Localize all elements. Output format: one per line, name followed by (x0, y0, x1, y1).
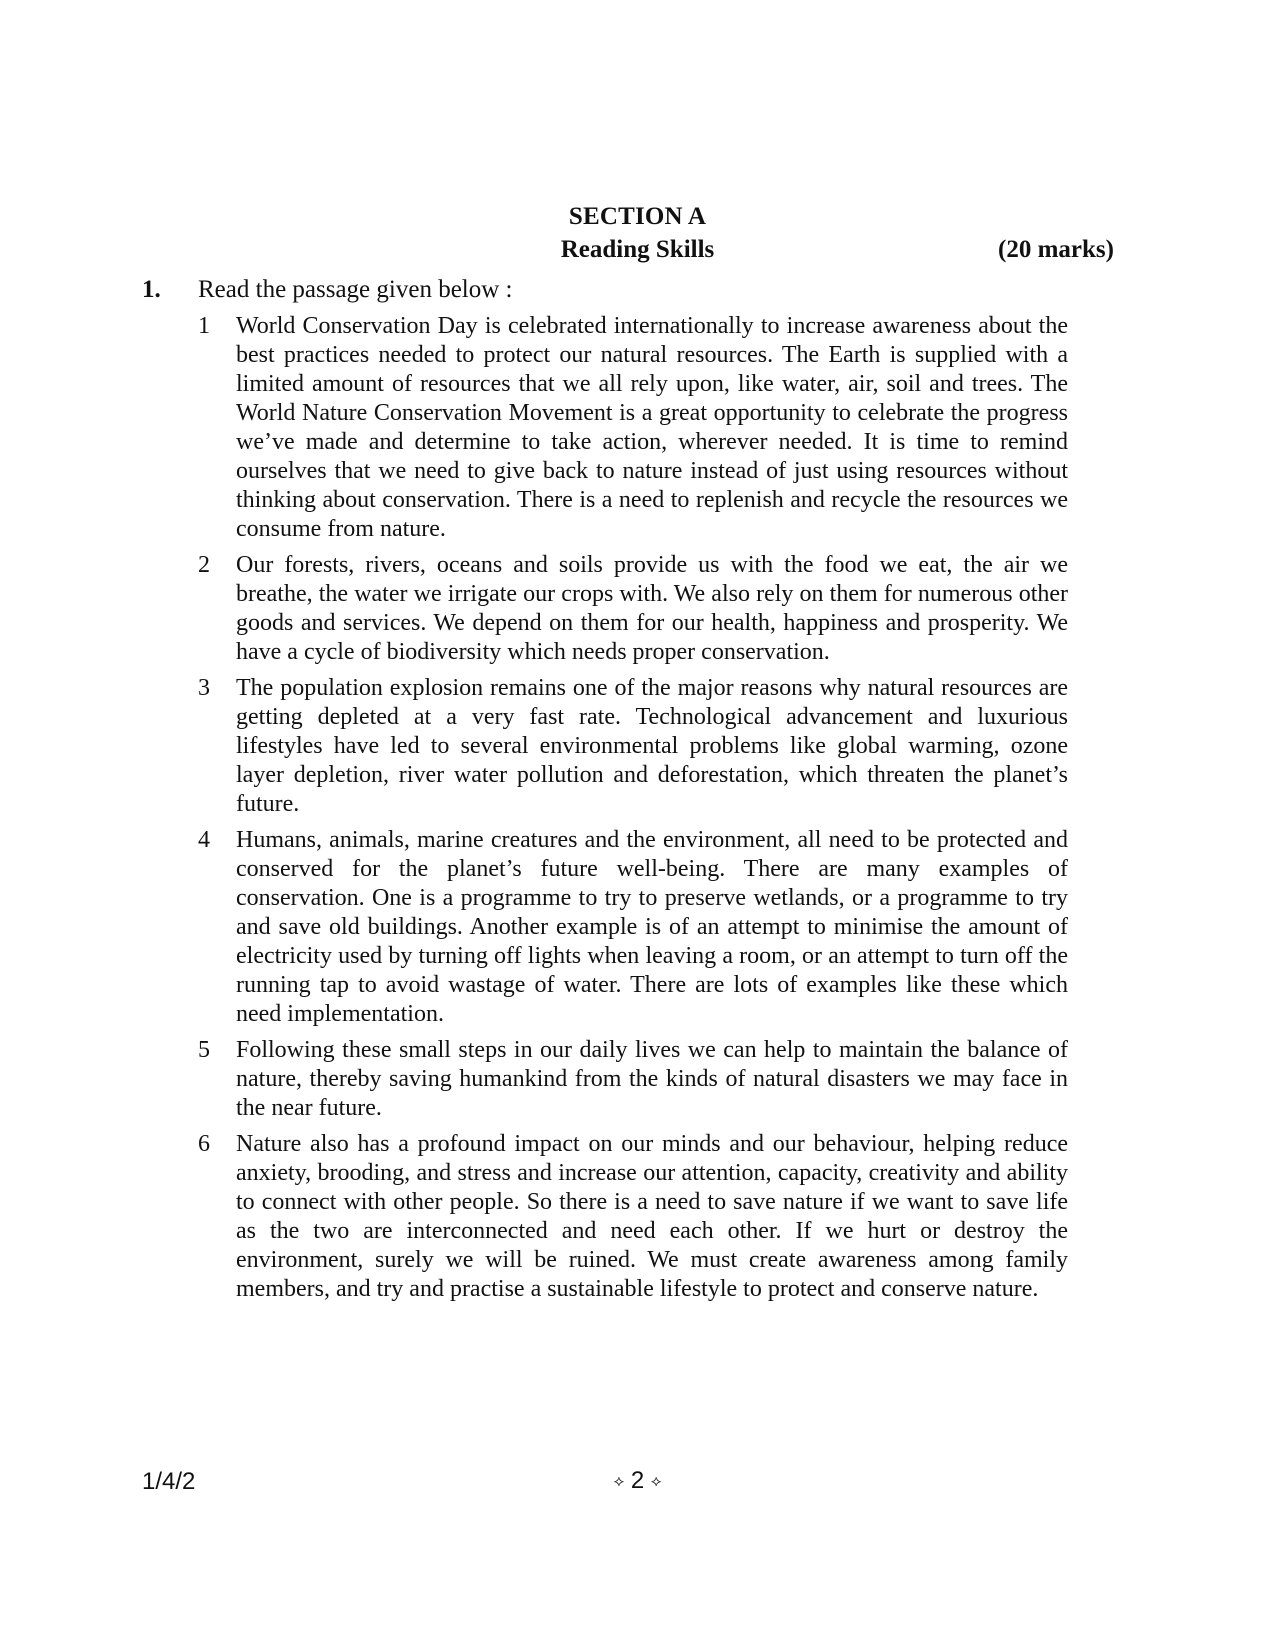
section-subtitle: Reading Skills (560, 236, 715, 263)
paragraph-text: Following these small steps in our daily lives we can help to maintain the balance of nature, thereby saving humankind from the kinds of natural disasters we may face in the near future. (236, 1037, 1068, 1121)
paper-code: 1/4/2 (142, 1468, 196, 1495)
question-number: 1. (142, 276, 161, 303)
passage-paragraph (198, 1036, 1068, 1123)
paragraph-text: Our forests, rivers, oceans and soils provide us with the food we eat, the air we breathe, the water we irrigate our crops with. We also rely on them for numerous other goods and services. We depend on them for our health, happiness and prosperity. We have a cycle of biodiversity which needs proper conservation. (236, 552, 1068, 665)
paragraph-number: 5 (198, 1037, 210, 1063)
paragraph-number: 3 (198, 675, 210, 701)
paragraph-number: 2 (198, 552, 210, 578)
passage (198, 312, 1068, 1311)
passage-paragraph (198, 826, 1068, 1029)
page-number (0, 1467, 1275, 1495)
section-marks: (20 marks) (998, 236, 1114, 263)
paragraph-text: Nature also has a profound impact on our minds and our behaviour, helping reduce anxiety, brooding, and stress and increase our attention, capacity, creativity and ability to connect with other people. So there is a need to save nature if we want to save life as the two are interconnected and need each other. If we hurt or destroy the environment, surely we will be ruined. We must create awareness among family members, and try and practise a sustainable lifestyle to protect and conserve nature. (236, 1131, 1068, 1302)
paragraph-number: 4 (198, 827, 210, 853)
passage-paragraph (198, 1130, 1068, 1304)
passage-paragraph (198, 551, 1068, 667)
paragraph-text: Humans, animals, marine creatures and the environment, all need to be protected and conserved for the planet’s future well-being. There are many examples of conservation. One is a programme to try to preserve wetlands, or a programme to try and save old buildings. Another example is of an attempt to minimise the amount of electricity used by turning off lights when leaving a room, or an attempt to turn off the running tap to avoid wastage of water. There are lots of examples like these which need implementation. (236, 827, 1068, 1027)
paragraph-text: World Conservation Day is celebrated internationally to increase awareness about the best practices needed to protect our natural resources. The Earth is supplied with a limited amount of resources that we all rely upon, like water, air, soil and trees. The World Nature Conservation Movement is a great opportunity to celebrate the progress we’ve made and determine to take action, wherever needed. It is time to remind ourselves that we need to give back to nature instead of just using resources without thinking about conservation. There is a need to replenish and recycle the resources we consume from nature. (236, 313, 1068, 542)
section-title: SECTION A (568, 203, 707, 230)
ornament-right-icon: ⟡ (650, 1473, 662, 1490)
ornament-left-icon: ⟡ (613, 1473, 625, 1490)
question-instruction: Read the passage given below : (198, 276, 513, 303)
passage-paragraph (198, 674, 1068, 819)
page-number-value: 2 (630, 1467, 645, 1494)
paragraph-text: The population explosion remains one of the major reasons why natural resources are getting depleted at a very fast rate. Technological advancement and luxurious lifestyles have led to several environmental problems like global warming, ozone layer depletion, river water pollution and deforestation, which threaten the planet’s future. (236, 675, 1068, 817)
paragraph-number: 6 (198, 1131, 210, 1157)
passage-paragraph (198, 312, 1068, 544)
paragraph-number: 1 (198, 313, 210, 339)
